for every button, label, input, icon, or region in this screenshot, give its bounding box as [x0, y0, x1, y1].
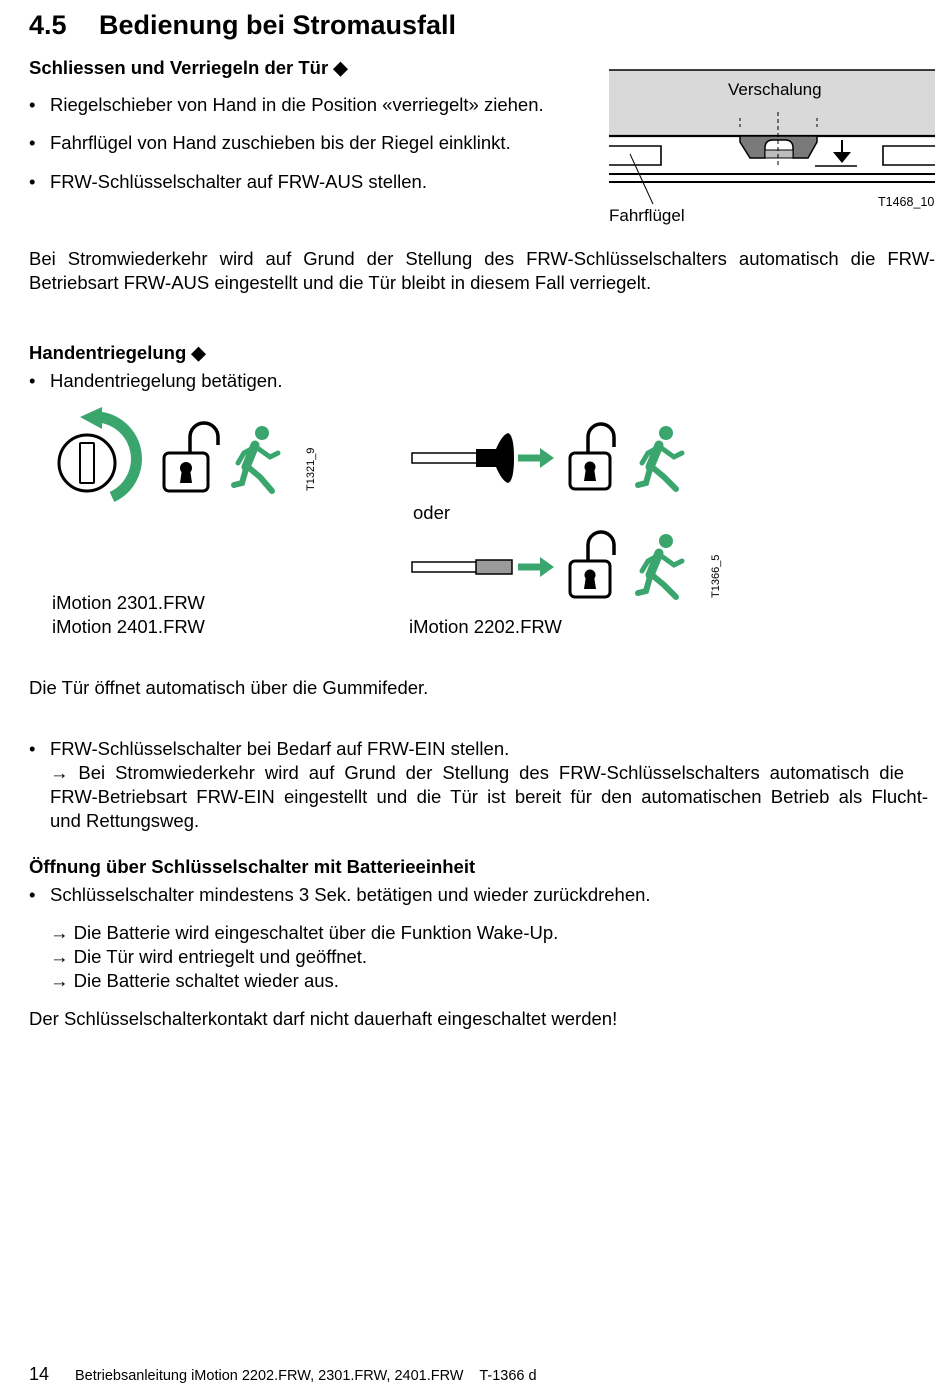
ein-result-line1: → Bei Stromwiederkehr wird auf Grund der Stellung des FRW-Schlüsselschalters automatisch die [50, 762, 904, 783]
latch-slot [765, 150, 793, 158]
oder-label: oder [413, 502, 451, 523]
lock-paragraph-line2: Betriebsart FRW-AUS eingestellt und die Tür bleibt in diesem Fall verriegelt. [29, 272, 652, 293]
footer-text: Betriebsanleitung iMotion 2202.FRW, 2301.FRW, 2401.FRW T-1366 d [75, 1368, 537, 1384]
ein-result-line3: und Rettungsweg. [50, 810, 200, 831]
sash-left [609, 146, 661, 165]
bullet-marker: • [29, 738, 36, 759]
battery-result-1: → Die Batterie wird eingeschaltet über die Funktion Wake-Up. [50, 922, 559, 943]
figure-code-right: T1366_5 [710, 554, 722, 598]
section-title-text: Bedienung bei Stromausfall [99, 10, 457, 40]
section-title [29, 10, 456, 41]
lock-item-3: FRW-Schlüsselschalter auf FRW-AUS stellen. [50, 171, 427, 192]
manual-heading: Handentriegelung ◆ [29, 342, 206, 363]
manual-item: Handentriegelung betätigen. [50, 370, 283, 391]
running-man-icon [638, 426, 682, 489]
keyhole-bottom [180, 469, 192, 483]
label-fahrfluegel: Fahrflügel [609, 206, 685, 225]
padlock-shackle [190, 423, 218, 453]
padlock-shackle [588, 532, 614, 563]
battery-heading: Öffnung über Schlüsselschalter mit Batterieeinheit [29, 856, 476, 877]
battery-item: Schlüsselschalter mindestens 3 Sek. betätigen und wieder zurückdrehen. [50, 884, 651, 905]
rod [412, 453, 484, 463]
ein-result-line2: FRW-Betriebsart FRW-EIN eingestellt und die Tür ist bereit für den automatischen Betrieb als Flucht- [50, 786, 928, 807]
rod [412, 562, 478, 572]
figure-code-left: T1321_9 [305, 447, 317, 491]
lock-paragraph-line1: Bei Stromwiederkehr wird auf Grund der Stellung des FRW-Schlüsselschalters automatisch die FRW- [29, 248, 935, 269]
model-label-2202: iMotion 2202.FRW [409, 616, 562, 637]
battery-result-3: → Die Batterie schaltet wieder aus. [50, 970, 339, 991]
lock-item-2: Fahrflügel von Hand zuschieben bis der Riegel einklinkt. [50, 132, 511, 153]
t-handle-icon [476, 433, 514, 483]
keyhole-bottom [584, 468, 596, 481]
label-verschalung: Verschalung [728, 80, 822, 99]
bullet-marker: • [29, 132, 36, 153]
battery-warning: Der Schlüsselschalterkontakt darf nicht dauerhaft eingeschaltet werden! [29, 1008, 618, 1029]
pull-cable-illustration [408, 525, 698, 605]
key-slot [80, 443, 94, 483]
cable-grip-icon [476, 560, 512, 574]
key-switch-illustration [50, 405, 320, 505]
sash-right [883, 146, 935, 165]
battery-result-2: → Die Tür wird entriegelt und geöffnet. [50, 946, 368, 967]
bullet-marker: • [29, 370, 36, 391]
model-label-2301: iMotion 2301.FRW [52, 592, 205, 613]
figure-code: T1468_10 [878, 195, 935, 209]
bullet-marker: • [29, 94, 36, 115]
padlock-shackle [588, 424, 614, 455]
lock-item-1: Riegelschieber von Hand in die Position «verriegelt» ziehen. [50, 94, 544, 115]
manual-result: Die Tür öffnet automatisch über die Gummifeder. [29, 677, 429, 698]
keyhole-bottom [584, 576, 596, 589]
right-arrow-icon [540, 557, 554, 577]
bullet-marker: • [29, 171, 36, 192]
running-man-icon [638, 534, 682, 597]
ein-item: FRW-Schlüsselschalter bei Bedarf auf FRW-EIN stellen. [50, 738, 510, 759]
running-man-icon [234, 426, 278, 491]
pull-handle-illustration [408, 415, 698, 505]
bullet-marker: • [29, 884, 36, 905]
section-number: 4.5 [29, 10, 67, 40]
page-number: 14 [29, 1364, 50, 1384]
lock-heading: Schliessen und Verriegeln der Tür ◆ [29, 57, 348, 78]
leader-line [630, 154, 653, 204]
right-arrow-icon [540, 448, 554, 468]
model-label-2401: iMotion 2401.FRW [52, 616, 205, 637]
down-arrow-icon [833, 152, 851, 163]
rotate-arrow-icon [80, 407, 102, 429]
